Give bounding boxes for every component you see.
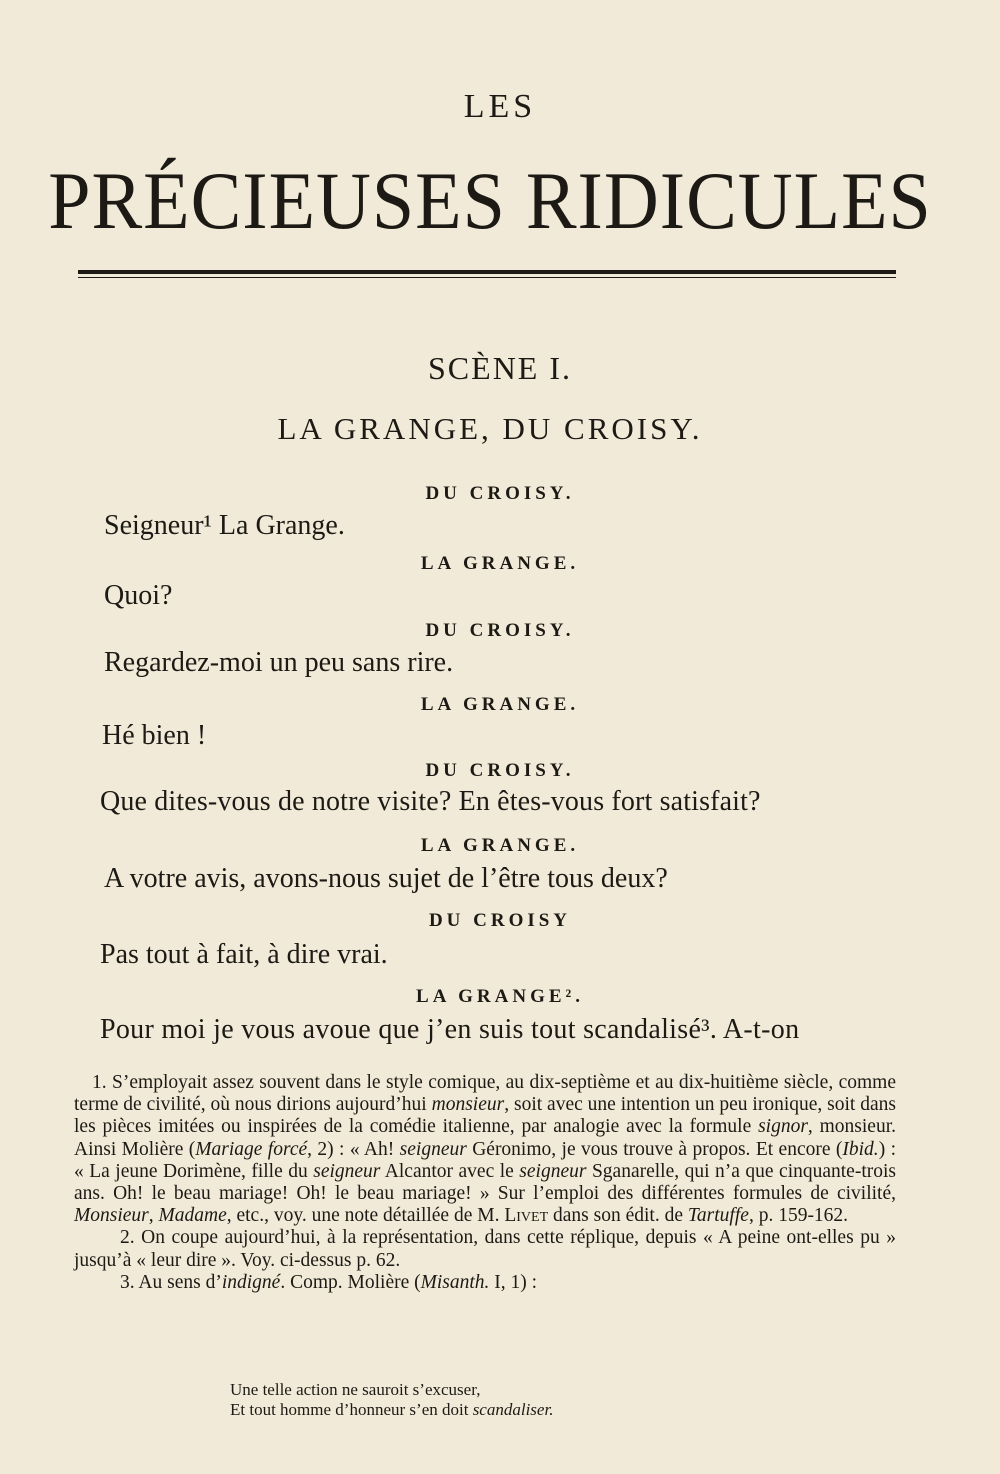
dialogue-line: Pour moi je vous avoue que j’en suis tout scandalisé³. A-t-on [100, 1014, 800, 1045]
footnote-2: 2. On coupe aujourd’hui, à la représentation, dans cette réplique, depuis « A peine ont-elles pu » jusqu’à « leur dire ». Voy. ci-dessus p. 62. [74, 1227, 896, 1271]
footnote-3: 3. Au sens d’indigné. Comp. Molière (Misanth. I, 1) : [120, 1271, 538, 1293]
title-rule-thick [78, 270, 896, 274]
dialogue-line: Regardez-moi un peu sans rire. [104, 647, 454, 678]
footnotes [74, 1072, 896, 1294]
dialogue-line: Pas tout à fait, à dire vrai. [100, 939, 388, 970]
speaker-name: DU CROISY [428, 910, 572, 931]
speaker-name: LA GRANGE². [416, 986, 584, 1007]
speaker-name: LA GRANGE. [420, 835, 580, 856]
speaker-name: DU CROISY. [425, 760, 575, 781]
verse-quote-line-1: Une telle action ne sauroit s’excuser, [230, 1380, 481, 1399]
dialogue-line: Quoi? [104, 580, 173, 611]
dialogue-line: Seigneur¹ La Grange. [104, 510, 345, 541]
scene-heading: SCÈNE I. [428, 350, 572, 386]
speaker-name: DU CROISY. [425, 620, 575, 641]
speaker-name: DU CROISY. [425, 483, 575, 504]
play-title: PRÉCIEUSES RIDICULES [48, 155, 932, 247]
speaker-name: LA GRANGE. [420, 694, 580, 715]
footnote-1: 1. S’employait assez souvent dans le style comique, au dix-septième et au dix-huitième siècle, comme terme de civilité, où nous dirions aujourd’hui monsieur, soit avec une intention un peu ironique, soit dans les pièces imitées ou inspirées de la comédie italienne, par analogie avec la formule signor, monsieur. Ainsi Molière (Mariage forcé, 2) : « Ah! seigneur Géronimo, je vous trouve à propos. Et encore (Ibid.) : « La jeune Dorimène, fille du seigneur Alcantor avec le seigneur Sganarelle, qui n’a que cinquante-trois ans. Oh! le beau mariage! Oh! le beau mariage! » Sur l’emploi des différentes formules de civilité, Monsieur, Madame, etc., voy. une note détaillée de M. Livet dans son édit. de Tartuffe, p. 159-162. [74, 1072, 897, 1227]
scene-characters: LA GRANGE, DU CROISY. [277, 411, 703, 446]
speaker-name: LA GRANGE. [420, 553, 580, 574]
verse-quote-line-2: Et tout homme d’honneur s’en doit scandaliser. [230, 1400, 554, 1419]
dialogue-line: Que dites-vous de notre visite? En êtes-vous fort satisfait? [100, 786, 761, 817]
title-rule-thin [78, 277, 896, 278]
dialogue-line: A votre avis, avons-nous sujet de l’être tous deux? [104, 863, 668, 894]
dialogue-line: Hé bien ! [102, 720, 207, 751]
title-article: LES [463, 88, 537, 125]
